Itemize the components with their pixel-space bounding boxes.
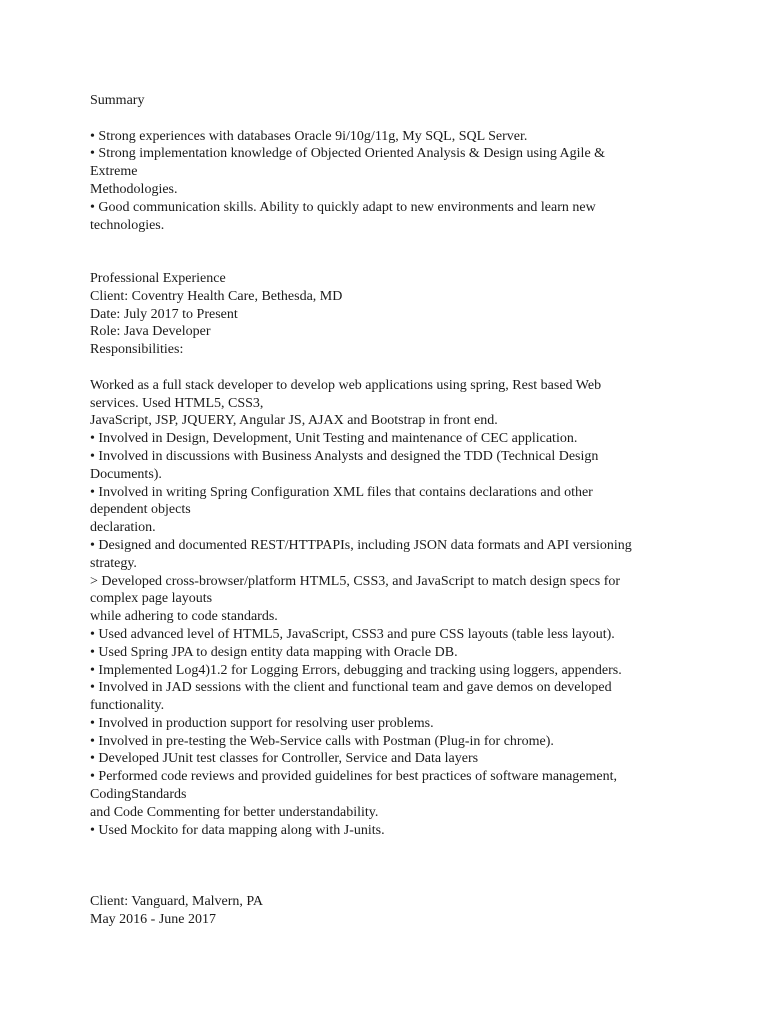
resume-text bbox=[90, 92, 710, 928]
job1-line: • Used advanced level of HTML5, JavaScript, CSS3 and pure CSS layouts (table less layout). bbox=[90, 626, 615, 642]
job1-line: functionality. bbox=[90, 698, 165, 714]
job1-line: • Involved in discussions with Business Analysts and designed the TDD (Technical Design bbox=[90, 448, 599, 464]
job1-line: • Used Spring JPA to design entity data mapping with Oracle DB. bbox=[90, 644, 458, 660]
job1-line: > Developed cross-browser/platform HTML5, CSS3, and JavaScript to match design specs for bbox=[90, 573, 621, 589]
job1-line: • Involved in production support for resolving user problems. bbox=[90, 715, 434, 731]
job1-line: strategy. bbox=[90, 555, 137, 571]
summary-line: Extreme bbox=[90, 164, 138, 180]
job1-responsibilities-label: Responsibilities: bbox=[90, 342, 184, 358]
job1-line: Worked as a full stack developer to develop web applications using spring, Rest based Web bbox=[90, 377, 602, 393]
experience-heading: Professional Experience bbox=[90, 270, 226, 286]
job1-line: JavaScript, JSP, JQUERY, Angular JS, AJAX and Bootstrap in front end. bbox=[90, 413, 498, 429]
summary-line: Methodologies. bbox=[90, 181, 178, 197]
job1-role: Role: Java Developer bbox=[90, 324, 211, 340]
job2-date: May 2016 - June 2017 bbox=[90, 911, 216, 927]
job1-date: Date: July 2017 to Present bbox=[90, 306, 238, 322]
spacer bbox=[90, 359, 710, 377]
summary-heading: Summary bbox=[90, 93, 145, 108]
summary-line: • Strong implementation knowledge of Objected Oriented Analysis & Design using Agile & bbox=[90, 146, 606, 162]
job1-line: • Involved in Design, Development, Unit Testing and maintenance of CEC application. bbox=[90, 431, 578, 447]
job1-line: • Implemented Log4)1.2 for Logging Errors, debugging and tracking using loggers, appenders. bbox=[90, 662, 622, 678]
job1-line: while adhering to code standards. bbox=[90, 609, 278, 625]
summary-line: • Strong experiences with databases Oracle 9i/10g/11g, My SQL, SQL Server. bbox=[90, 128, 528, 144]
job1-line: • Involved in writing Spring Configuration XML files that contains declarations and other bbox=[90, 484, 593, 500]
job1-line: • Designed and documented REST/HTTPAPIs, including JSON data formats and API versioning bbox=[90, 537, 632, 553]
job1-client: Client: Coventry Health Care, Bethesda, MD bbox=[90, 288, 343, 304]
summary-line: • Good communication skills. Ability to quickly adapt to new environments and learn new bbox=[90, 199, 596, 215]
job1-line: and Code Commenting for better understandability. bbox=[90, 804, 379, 820]
job1-line: declaration. bbox=[90, 520, 156, 536]
job1-line: • Involved in pre-testing the Web-Service calls with Postman (Plug-in for chrome). bbox=[90, 733, 554, 749]
job1-line: • Used Mockito for data mapping along with J-units. bbox=[90, 822, 385, 838]
job1-line: services. Used HTML5, CSS3, bbox=[90, 395, 264, 411]
spacer bbox=[90, 839, 710, 892]
job1-line: • Involved in JAD sessions with the client and functional team and gave demos on developed bbox=[90, 680, 612, 696]
job1-line: • Developed JUnit test classes for Controller, Service and Data layers bbox=[90, 751, 479, 767]
spacer bbox=[90, 234, 710, 270]
job1-line: • Performed code reviews and provided guidelines for best practices of software management, bbox=[90, 769, 617, 785]
summary-line: technologies. bbox=[90, 217, 165, 233]
job1-line: Documents). bbox=[90, 466, 162, 482]
job1-line: CodingStandards bbox=[90, 787, 187, 803]
spacer bbox=[90, 110, 710, 128]
job1-line: dependent objects bbox=[90, 502, 191, 518]
job2-client: Client: Vanguard, Malvern, PA bbox=[90, 893, 264, 909]
job1-line: complex page layouts bbox=[90, 591, 213, 607]
